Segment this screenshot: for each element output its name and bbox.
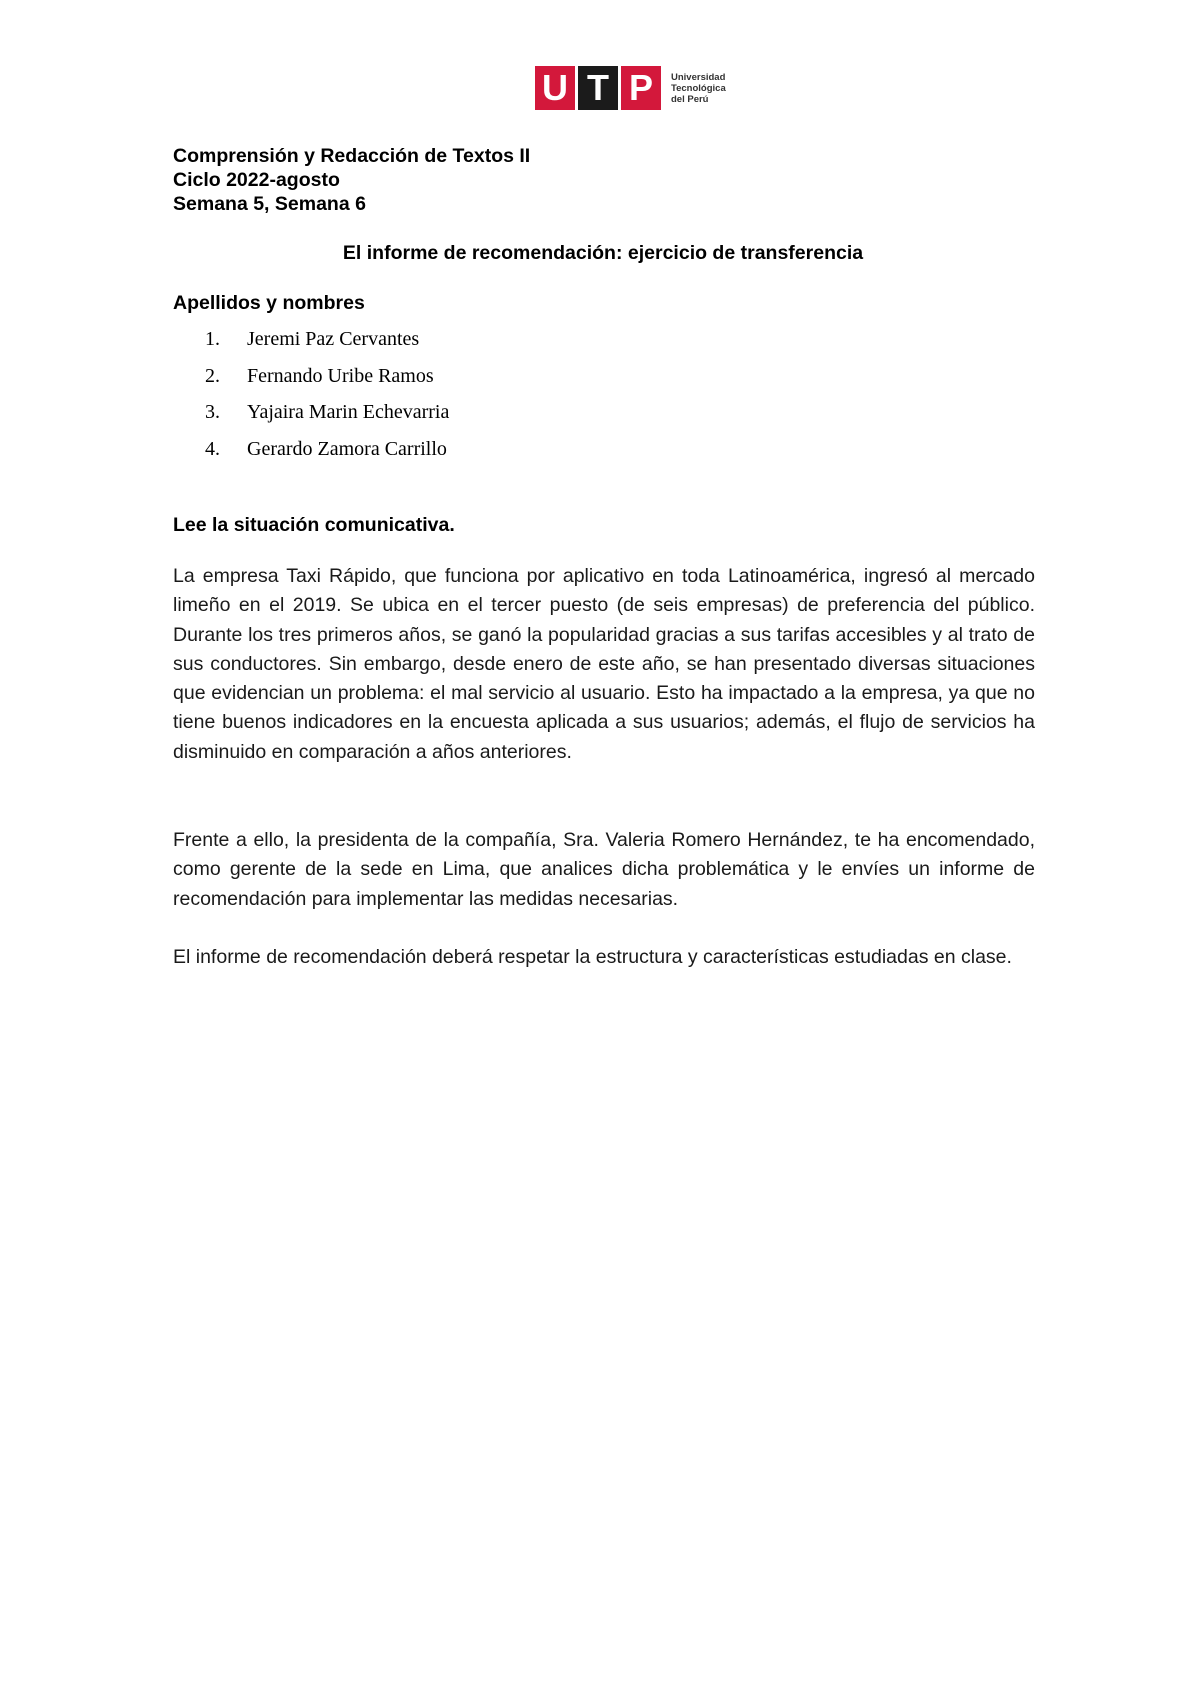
- logo-text-line-2: Tecnológica: [671, 82, 726, 94]
- course-name: Comprensión y Redacción de Textos II: [173, 145, 531, 167]
- paragraph-task: Frente a ello, la presidenta de la compañía, Sra. Valeria Romero Hernández, te ha encomendado, como gerente de la sede en Lima, que analices dicha problemática y le envíes un informe de recomendación para implementar las medidas necesarias.: [173, 829, 1035, 910]
- names-heading: Apellidos y nombres: [173, 292, 365, 314]
- logo-text-line-1: Universidad: [671, 71, 726, 83]
- student-name: Fernando Uribe Ramos: [247, 364, 434, 387]
- list-number: 1.: [205, 328, 220, 350]
- student-name: Yajaira Marin Echevarria: [247, 401, 450, 423]
- paragraph-requirements: El informe de recomendación deberá respetar la estructura y características estudiadas en clase.: [173, 946, 1012, 968]
- cycle-label: Ciclo 2022-agosto: [173, 169, 340, 191]
- logo-university-name: [671, 72, 726, 105]
- logo-letter-u: U: [535, 66, 575, 110]
- logo-letter-p: P: [621, 66, 661, 110]
- situation-heading: Lee la situación comunicativa.: [173, 514, 455, 536]
- list-number: 2.: [205, 364, 220, 387]
- document-header: [173, 144, 1033, 216]
- student-name: Jeremi Paz Cervantes: [247, 328, 420, 350]
- logo-letter-t: T: [578, 66, 618, 110]
- names-list: [205, 327, 449, 473]
- list-item: [205, 364, 449, 401]
- logo-text-line-3: del Perú: [671, 93, 709, 105]
- document-title: El informe de recomendación: ejercicio de transferencia: [342, 242, 864, 264]
- weeks-label: Semana 5, Semana 6: [173, 193, 366, 215]
- list-number: 3.: [205, 401, 220, 423]
- paragraph-situation: La empresa Taxi Rápido, que funciona por aplicativo en toda Latinoamérica, ingresó al mercado limeño en el 2019. Se ubica en el tercer puesto (de seis empresas) de preferencia del público. Durante los tres primeros años, se ganó la popularidad gracias a sus tarifas accesibles y al trato de sus conductores. Sin embargo, desde enero de este año, se han presentado diversas situaciones que evidencian un problema: el mal servicio al usuario. Esto ha impactado a la empresa, ya que no tiene buenos indicadores en la encuesta aplicada a sus usuarios; además, el flujo de servicios ha disminuido en comparación a años anteriores.: [173, 565, 1035, 763]
- list-number: 4.: [205, 437, 220, 460]
- student-name: Gerardo Zamora Carrillo: [247, 437, 447, 460]
- list-item: [205, 327, 449, 364]
- list-item: [205, 400, 449, 437]
- list-item: [205, 437, 449, 474]
- utp-logo: [535, 66, 726, 110]
